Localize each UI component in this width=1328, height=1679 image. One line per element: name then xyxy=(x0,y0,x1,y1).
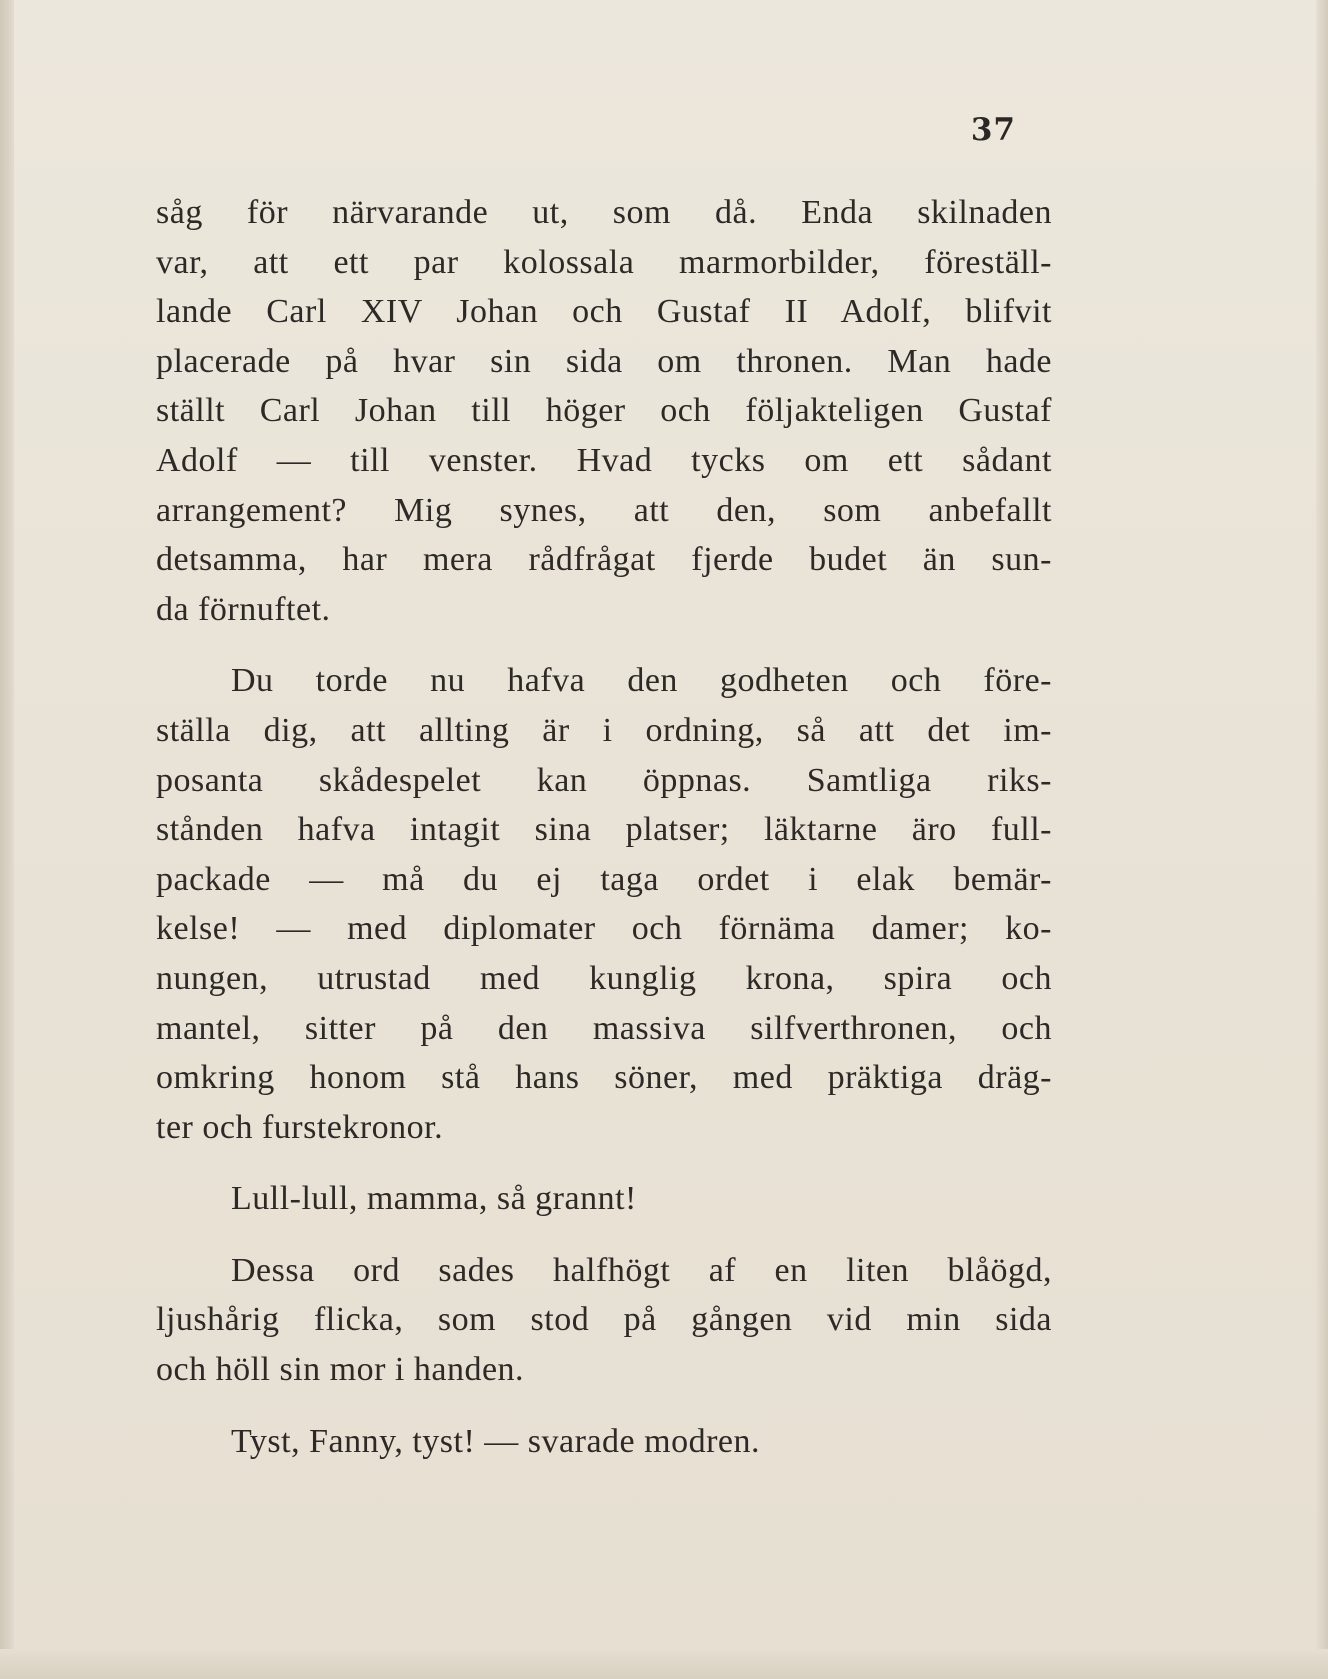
text-line: och höll sin mor i handen. xyxy=(156,1351,525,1389)
paragraph-gap xyxy=(156,1395,1052,1417)
text-line: arrangement? Mig synes, att den, som anbefallt xyxy=(156,491,1052,529)
text-line: da förnuftet. xyxy=(156,590,331,628)
text-line: Du torde nu hafva den godheten och före- xyxy=(231,662,1052,700)
paragraph-3 xyxy=(156,1174,1052,1224)
text-line: såg för närvarande ut, som då. Enda skilnaden xyxy=(156,194,1052,231)
paragraph-gap xyxy=(156,1224,1052,1246)
text-line: packade — må du ej taga ordet i elak bemär- xyxy=(156,860,1052,898)
text-line: ljushårig flicka, som stod på gången vid min sida xyxy=(156,1301,1052,1339)
paragraph-gap xyxy=(156,1152,1052,1174)
text-line: ter och furstekronor. xyxy=(156,1108,444,1146)
page-number: 37 xyxy=(970,112,1016,148)
text-line: var, att ett par kolossala marmorbilder, föreställ- xyxy=(156,243,1052,281)
text-line: nungen, utrustad med kunglig krona, spira och xyxy=(156,959,1052,997)
page-edge-bottom xyxy=(0,1649,1328,1679)
paragraph-2 xyxy=(156,656,1052,1152)
page-edge-left xyxy=(0,0,14,1679)
text-line: Adolf — till venster. Hvad tycks om ett sådant xyxy=(156,441,1052,479)
paragraph-1 xyxy=(156,188,1052,634)
text-line: stånden hafva intagit sina platser; läktarne äro full- xyxy=(156,811,1052,849)
text-line: detsamma, har mera rådfrågat fjerde budet än sun- xyxy=(156,541,1052,579)
body-text xyxy=(156,188,1052,1466)
paragraph-4 xyxy=(156,1246,1052,1395)
text-line: omkring honom stå hans söner, med präktiga dräg- xyxy=(156,1059,1052,1097)
text-line: lande Carl XIV Johan och Gustaf II Adolf, blifvit xyxy=(156,293,1052,331)
text-line: Tyst, Fanny, tyst! — svarade modren. xyxy=(231,1422,760,1460)
page-edge-right xyxy=(1316,0,1328,1679)
paragraph-gap xyxy=(156,634,1052,656)
text-line: posanta skådespelet kan öppnas. Samtliga riks- xyxy=(156,761,1052,799)
text-line: mantel, sitter på den massiva silfverthronen, och xyxy=(156,1009,1052,1047)
paragraph-5 xyxy=(156,1417,1052,1467)
text-line: Dessa ord sades halfhögt af en liten blåögd, xyxy=(231,1251,1052,1289)
text-line: placerade på hvar sin sida om thronen. Man hade xyxy=(156,342,1052,380)
text-line: kelse! — med diplomater och förnäma damer; ko- xyxy=(156,910,1052,948)
text-line: ställt Carl Johan till höger och följakteligen Gustaf xyxy=(156,392,1052,430)
text-line: Lull-lull, mamma, så grannt! xyxy=(231,1180,637,1218)
text-line: ställa dig, att allting är i ordning, så att det im- xyxy=(156,711,1052,749)
